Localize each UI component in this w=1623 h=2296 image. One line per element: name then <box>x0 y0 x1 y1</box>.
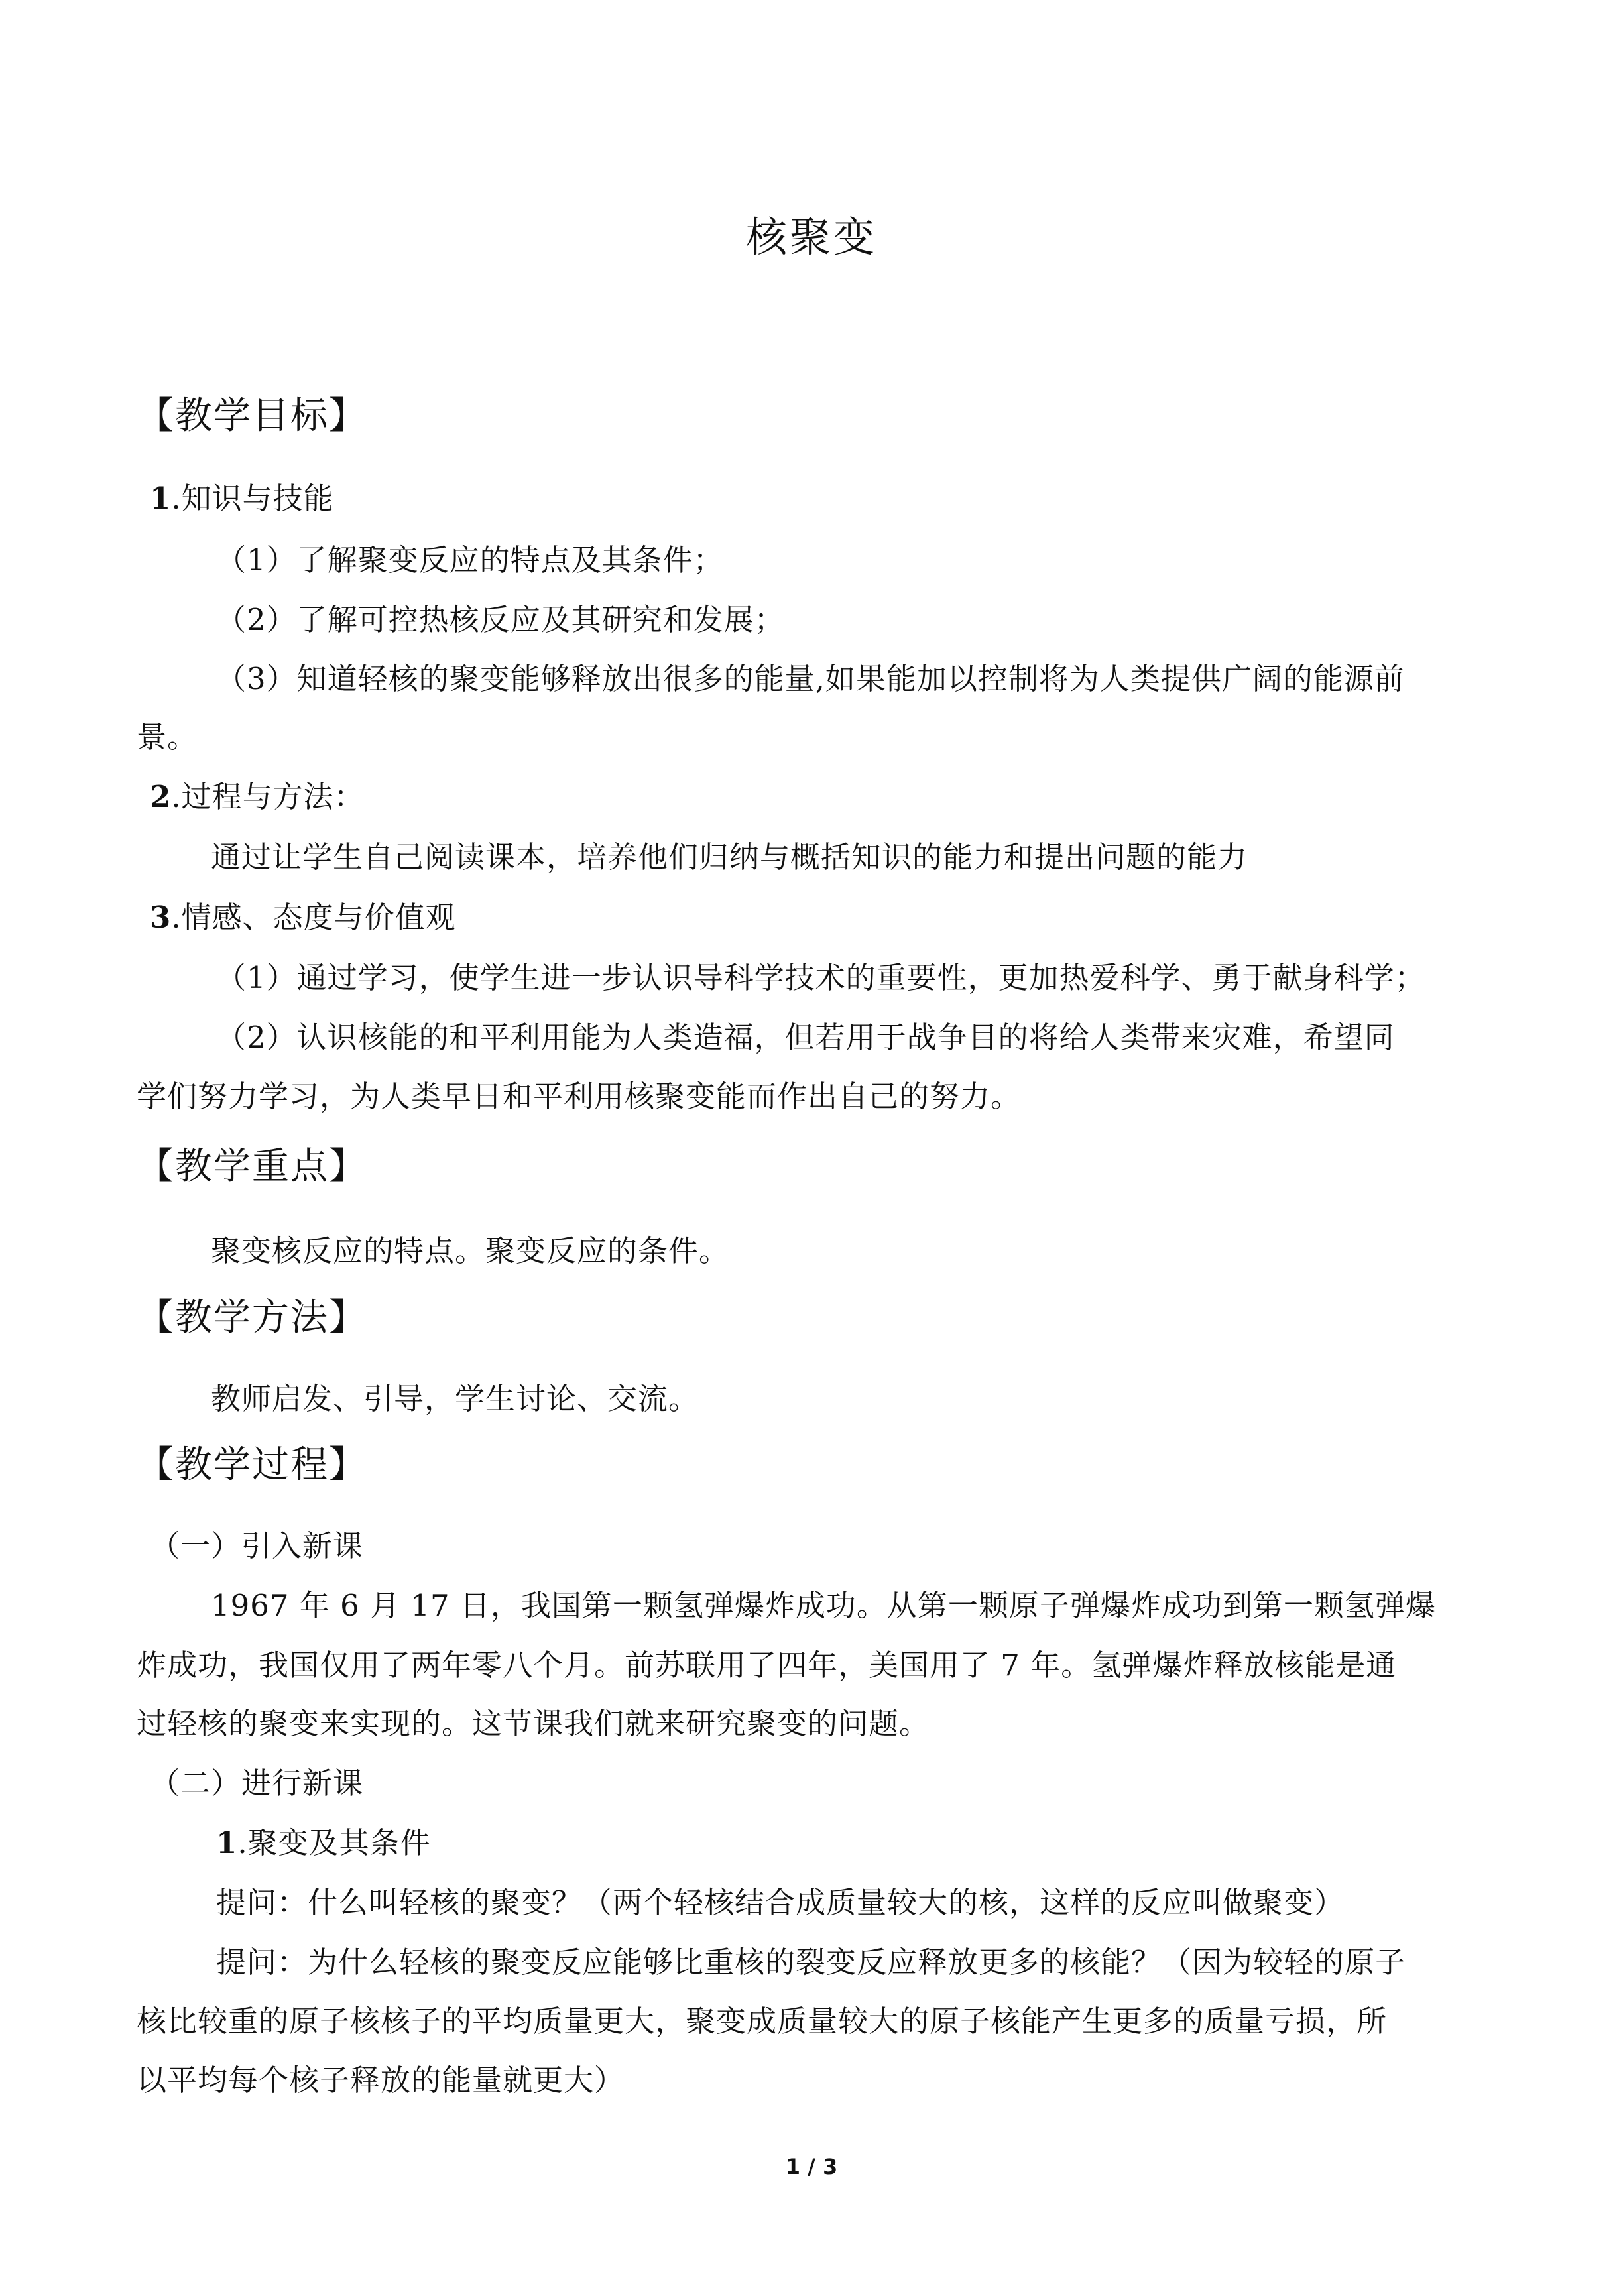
question-1: 提问：什么叫轻核的聚变？（两个轻核结合成质量较大的核，这样的反应叫做聚变） <box>216 1885 1345 1920</box>
objective-1-heading <box>150 477 334 520</box>
objective-3-title: .情感、态度与价值观 <box>171 900 456 935</box>
question-2-line-3: 以平均每个核子释放的能量就更大） <box>137 2063 625 2098</box>
objective-3-number: 3 <box>150 900 172 935</box>
question-2-line-2: 核比较重的原子核核子的平均质量更大，聚变成质量较大的原子核能产生更多的质量亏损，所 <box>137 2004 1388 2039</box>
section-heading-objectives: 【教学目标】 <box>137 394 367 438</box>
process-part-1-line-1: 1967 年 6 月 17 日，我国第一颗氢弹爆炸成功。从第一颗原子弹爆炸成功到第一颗氢弹爆 <box>211 1588 1436 1623</box>
question-2-line-1: 提问：为什么轻核的聚变反应能够比重核的裂变反应释放更多的核能？（因为较轻的原子 <box>216 1945 1406 1980</box>
objective-2-heading <box>150 776 365 818</box>
objective-2-number: 2 <box>150 779 172 814</box>
methods-text: 教师启发、引导，学生讨论、交流。 <box>211 1381 699 1416</box>
page-title: 核聚变 <box>745 213 877 261</box>
section-heading-key-points: 【教学重点】 <box>137 1145 367 1188</box>
objective-3-item-2-cont: 学们努力学习，为人类早日和平利用核聚变能而作出自己的努力。 <box>137 1079 1022 1114</box>
objective-1-item-3-cont: 景。 <box>137 719 198 755</box>
page-number: 1 / 3 <box>785 2154 838 2179</box>
process-part-1-line-2: 炸成功，我国仅用了两年零八个月。前苏联用了四年，美国用了 7 年。氢弹爆炸释放核能是通 <box>137 1648 1397 1683</box>
section-heading-process: 【教学过程】 <box>137 1443 367 1486</box>
process-subsection-1-number: 1 <box>216 1825 238 1860</box>
objective-3-item-1: （1）通过学习，使学生进一步认识导科学技术的重要性，更加热爱科学、勇于献身科学； <box>216 960 1425 995</box>
objective-1-item-2: （2）了解可控热核反应及其研究和发展； <box>216 602 785 637</box>
key-points-text: 聚变核反应的特点。聚变反应的条件。 <box>211 1233 730 1268</box>
process-subsection-1-title: .聚变及其条件 <box>237 1825 431 1860</box>
objective-1-number: 1 <box>150 481 172 516</box>
objective-2-text: 通过让学生自己阅读课本，培养他们归纳与概括知识的能力和提出问题的能力 <box>211 839 1248 875</box>
objective-1-item-3: （3）知道轻核的聚变能够释放出很多的能量,如果能加以控制将为人类提供广阔的能源前 <box>216 661 1405 696</box>
objective-1-item-1: （1）了解聚变反应的特点及其条件； <box>216 542 724 577</box>
objective-3-item-2: （2）认识核能的和平利用能为人类造福，但若用于战争目的将给人类带来灾难，希望同 <box>216 1020 1395 1055</box>
objective-3-heading <box>150 896 456 939</box>
objective-2-title: .过程与方法： <box>171 779 365 814</box>
process-part-2-title: （二）进行新课 <box>150 1766 364 1801</box>
objective-1-title: .知识与技能 <box>171 481 334 516</box>
process-subsection-1-heading <box>216 1822 431 1864</box>
process-part-1-title: （一）引入新课 <box>150 1528 364 1563</box>
section-heading-methods: 【教学方法】 <box>137 1296 367 1339</box>
process-part-1-line-3: 过轻核的聚变来实现的。这节课我们就来研究聚变的问题。 <box>137 1706 930 1741</box>
